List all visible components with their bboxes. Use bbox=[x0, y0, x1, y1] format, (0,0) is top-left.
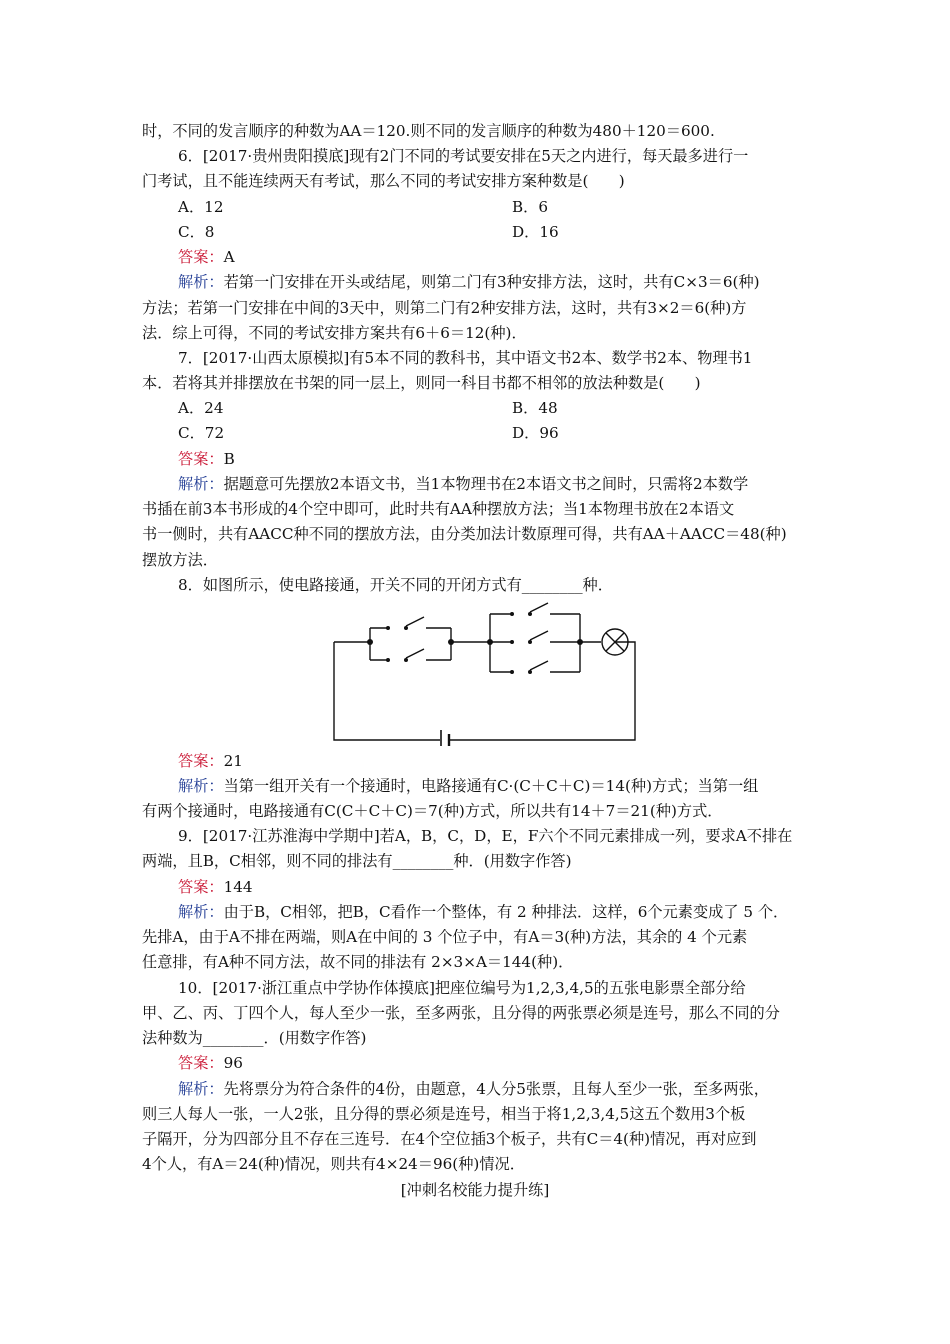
intro-line: 时，不同的发言顺序的种数为AA＝120.则不同的发言顺序的种数为480＋120＝600. bbox=[142, 122, 715, 140]
analysis-label: 解析： bbox=[178, 777, 224, 795]
junction-dot bbox=[577, 639, 583, 645]
q7-analysis-line3: 书一侧时，共有AACC种不同的摆放方法，由分类加法计数原理可得，共有AA＋AACC＝48(种) bbox=[142, 525, 787, 543]
analysis-label: 解析： bbox=[178, 1080, 224, 1098]
q7-analysis-line2: 书插在前3本书形成的4个空中即可，此时共有AA种摆放方法；当1本物理书放在2本语文 bbox=[142, 500, 735, 518]
switch-1b bbox=[370, 649, 451, 660]
q10-analysis-line4: 4个人，有A＝24(种)情况，则共有4×24＝96(种)情况． bbox=[142, 1155, 525, 1173]
answer-value: 144 bbox=[223, 878, 253, 896]
switch-contact bbox=[510, 640, 514, 644]
q8-analysis-line2: 有两个接通时，电路接通有C(C＋C＋C)＝7(种)方式，所以共有14＋7＝21(种)方式． bbox=[142, 802, 723, 820]
switch-2c bbox=[490, 661, 580, 672]
switch-contact bbox=[404, 658, 408, 662]
switch-1a bbox=[370, 617, 451, 628]
q9-stem-line2: 两端，且B，C相邻，则不同的排法有________种．(用数字作答) bbox=[142, 852, 572, 870]
circuit-diagram bbox=[330, 600, 650, 746]
q6-option-b: B．6 bbox=[512, 198, 549, 216]
q8-analysis-line1 bbox=[178, 774, 758, 799]
q10-stem-line2: 甲、乙、丙、丁四个人，每人至少一张，至多两张，且分得的两张票必须是连号，那么不同的分 bbox=[142, 1004, 780, 1022]
q9-analysis-line2: 先排A，由于A不排在两端，则A在中间的 3 个位子中，有A＝3(种)方法，其余的 4 个元素 bbox=[142, 928, 748, 946]
q7-option-b: B．48 bbox=[512, 399, 558, 417]
switch-group-1 bbox=[370, 617, 451, 660]
answer-label: 答案： bbox=[178, 752, 224, 770]
switch-contact bbox=[386, 658, 390, 662]
analysis-label: 解析： bbox=[178, 475, 224, 493]
q10-analysis-line1 bbox=[178, 1077, 769, 1102]
q10-answer bbox=[178, 1051, 243, 1076]
switch-group-2 bbox=[490, 603, 580, 672]
switch-contact bbox=[510, 670, 514, 674]
q7-analysis-line1 bbox=[178, 472, 748, 497]
q9-answer bbox=[178, 875, 253, 900]
q6-analysis-line2: 方法；若第一门安排在中间的3天中，则第二门有2种安排方法，这时，共有3×2＝6(种)方 bbox=[142, 299, 747, 317]
q6-stem-line2: 门考试，且不能连续两天有考试，那么不同的考试安排方案种数是( ) bbox=[142, 172, 625, 190]
q6-option-c: C．8 bbox=[178, 223, 215, 241]
q7-option-c: C．72 bbox=[178, 424, 225, 442]
answer-value: 21 bbox=[223, 752, 243, 770]
circuit-wire-left bbox=[334, 642, 440, 740]
answer-value: B bbox=[223, 450, 235, 468]
q7-analysis-line4: 摆放方法． bbox=[142, 551, 218, 569]
analysis-text: 据题意可先摆放2本语文书，当1本物理书在2本语文书之间时，只需将2本数学 bbox=[223, 475, 749, 493]
q9-analysis-line1 bbox=[178, 900, 788, 925]
answer-label: 答案： bbox=[178, 878, 224, 896]
q6-analysis-line3: 法．综上可得，不同的考试安排方案共有6＋6＝12(种)． bbox=[142, 324, 527, 342]
q10-stem-line3: 法种数为________．(用数字作答) bbox=[142, 1029, 367, 1047]
q7-answer bbox=[178, 447, 235, 472]
q7-option-d: D．96 bbox=[512, 424, 559, 442]
analysis-text: 当第一组开关有一个接通时，电路接通有C·(C＋C＋C)＝14(种)方式；当第一组 bbox=[223, 777, 759, 795]
analysis-label: 解析： bbox=[178, 273, 224, 291]
q10-stem-line1: 10．[2017·浙江重点中学协作体摸底]把座位编号为1,2,3,4,5的五张电影票全部分给 bbox=[178, 979, 746, 997]
junction-dot bbox=[367, 639, 373, 645]
q6-analysis-line1 bbox=[178, 270, 760, 295]
q7-stem-line2: 本．若将其并排摆放在书架的同一层上，则同一科目书都不相邻的放法种数是( ) bbox=[142, 374, 701, 392]
switch-contact bbox=[528, 640, 532, 644]
q8-stem-line1: 8．如图所示，使电路接通，开关不同的开闭方式有________种． bbox=[178, 576, 613, 594]
q10-analysis-line3: 子隔开，分为四部分且不存在三连号．在4个空位插3个板子，共有C＝4(种)情况，再对应到 bbox=[142, 1130, 757, 1148]
switch-contact bbox=[404, 626, 408, 630]
junction-dot bbox=[487, 639, 493, 645]
junction-dot bbox=[448, 639, 454, 645]
q7-option-a: A．24 bbox=[178, 399, 224, 417]
q7-stem-line1: 7．[2017·山西太原模拟]有5本不同的教科书，其中语文书2本、数学书2本、物理书1 bbox=[178, 349, 753, 367]
switch-contact bbox=[528, 612, 532, 616]
q8-answer bbox=[178, 749, 243, 774]
analysis-text: 由于B，C相邻，把B，C看作一个整体，有 2 种排法．这样，6个元素变成了 5 个． bbox=[223, 903, 789, 921]
analysis-label: 解析： bbox=[178, 903, 224, 921]
q10-analysis-line2: 则三人每人一张，一人2张，且分得的票必须是连号，相当于将1,2,3,4,5这五个数用3个板 bbox=[142, 1105, 746, 1123]
switch-contact bbox=[528, 670, 532, 674]
switch-2b bbox=[490, 631, 580, 642]
switch-contact bbox=[386, 626, 390, 630]
circuit-wire-right bbox=[450, 642, 635, 740]
q9-stem-line1: 9．[2017·江苏淮海中学期中]若A，B，C，D，E，F六个不同元素排成一列，要求A不排在 bbox=[178, 827, 793, 845]
answer-value: A bbox=[223, 248, 235, 266]
analysis-text: 先将票分为符合条件的4份，由题意，4人分5张票，且每人至少一张，至多两张， bbox=[223, 1080, 769, 1098]
q6-option-d: D．16 bbox=[512, 223, 559, 241]
answer-value: 96 bbox=[223, 1054, 243, 1072]
switch-2a bbox=[490, 603, 580, 614]
answer-label: 答案： bbox=[178, 450, 224, 468]
answer-label: 答案： bbox=[178, 1054, 224, 1072]
answer-label: 答案： bbox=[178, 248, 224, 266]
analysis-text: 若第一门安排在开头或结尾，则第二门有3种安排方法，这时，共有C×3＝6(种) bbox=[223, 273, 760, 291]
q6-stem-line1: 6．[2017·贵州贵阳摸底]现有2门不同的考试要安排在5天之内进行，每天最多进行一 bbox=[178, 147, 749, 165]
q6-option-a: A．12 bbox=[178, 198, 224, 216]
section-footer-title: [冲刺名校能力提升练] bbox=[400, 1181, 550, 1199]
switch-contact bbox=[510, 612, 514, 616]
q9-analysis-line3: 任意排，有A种不同方法，故不同的排法有 2×3×A＝144(种)． bbox=[142, 953, 574, 971]
q6-answer bbox=[178, 245, 235, 270]
